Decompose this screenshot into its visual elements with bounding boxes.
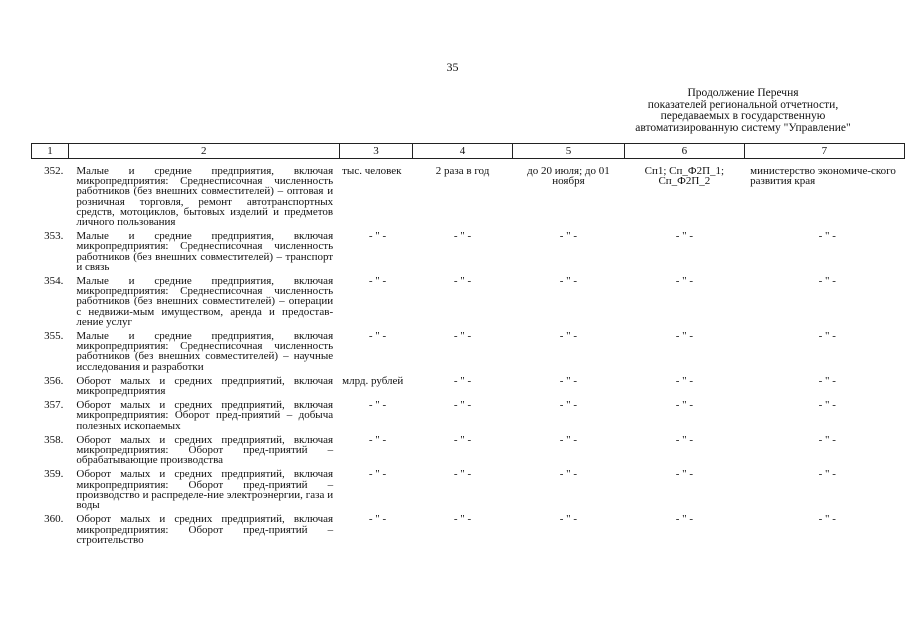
periodicity: - " - xyxy=(453,230,472,243)
report-form: - " - xyxy=(675,433,694,446)
report-form: - " - xyxy=(675,230,694,243)
responsible-body: - " - xyxy=(818,513,836,526)
deadline: до 20 июля; до 01 ноября xyxy=(527,165,610,188)
column-header: 2 xyxy=(68,144,339,159)
deadline: - " - xyxy=(559,374,578,387)
deadline: - " - xyxy=(559,275,578,288)
deadline: - " - xyxy=(559,433,578,446)
table-row xyxy=(32,469,905,514)
header-note-line: показателей региональной отчетности, xyxy=(647,98,839,111)
indicator-name: Оборот малых и средних предприятий, включая микропредприятия xyxy=(76,374,334,398)
responsible-body: - " - xyxy=(818,330,836,343)
page-number: 35 xyxy=(446,60,459,74)
periodicity: - " - xyxy=(453,275,472,288)
responsible-body: - " - xyxy=(818,399,836,412)
table-row xyxy=(32,231,905,276)
row-number: 357. xyxy=(44,399,64,412)
indicator-name: Малые и средние предприятия, включая микропредприятия: Среднесписочная численность работников (без внешних совместителей) – операции с недвижи-мым имуществом, аренда и предостав-ление услуг xyxy=(76,275,334,328)
report-form: - " - xyxy=(675,399,694,412)
periodicity: - " - xyxy=(453,433,472,446)
indicators-table xyxy=(31,143,905,549)
deadline: - " - xyxy=(559,330,578,343)
indicator-name: Малые и средние предприятия, включая микропредприятия: Среднесписочная численность работников (без внешних совместителей) – научные исследования и разработки xyxy=(76,330,334,373)
unit: - " - xyxy=(368,468,387,481)
table-row xyxy=(32,331,905,376)
unit: - " - xyxy=(368,230,387,243)
header-note-line: автоматизированную систему "Управление" xyxy=(635,121,851,134)
indicator-name: Оборот малых и средних предприятий, включая микропредприятия: Оборот пред-приятий – добыча полезных ископаемых xyxy=(76,399,334,432)
unit: - " - xyxy=(368,275,387,288)
column-header: 5 xyxy=(512,144,624,159)
indicator-name: Оборот малых и средних предприятий, включая микропредприятия: Оборот пред-приятий – строительство xyxy=(76,513,334,546)
deadline: - " - xyxy=(559,513,578,526)
periodicity: - " - xyxy=(453,513,472,526)
header-note xyxy=(623,88,863,134)
periodicity: 2 раза в год xyxy=(435,165,490,177)
periodicity: - " - xyxy=(453,399,472,412)
table-row xyxy=(32,435,905,470)
responsible-body: - " - xyxy=(818,374,836,387)
column-header: 7 xyxy=(744,144,904,159)
header-note-line: Продолжение Перечня xyxy=(687,87,799,99)
report-form: - " - xyxy=(675,468,694,481)
header-note-line: передаваемых в государственную xyxy=(660,110,826,122)
report-form: - " - xyxy=(675,513,694,526)
responsible-body: - " - xyxy=(818,433,836,446)
unit: - " - xyxy=(368,330,387,343)
unit: - " - xyxy=(368,399,387,412)
periodicity: - " - xyxy=(453,330,472,343)
table-row xyxy=(32,400,905,435)
table-row xyxy=(32,276,905,331)
table-row xyxy=(32,159,905,232)
column-number-row xyxy=(32,144,905,159)
column-header: 3 xyxy=(339,144,413,159)
responsible-body: - " - xyxy=(818,468,836,481)
column-header: 6 xyxy=(625,144,745,159)
unit: - " - xyxy=(368,433,387,446)
responsible-body: министерство экономиче-ского развития края xyxy=(750,165,896,188)
row-number: 355. xyxy=(44,330,64,343)
row-number: 360. xyxy=(44,513,64,526)
responsible-body: - " - xyxy=(818,275,836,288)
indicator-name: Оборот малых и средних предприятий, включая микропредприятия: Оборот пред-приятий – производство и распределе-ние электроэнергии, газа и воды xyxy=(76,468,334,512)
table-row xyxy=(32,514,905,549)
periodicity: - " - xyxy=(453,468,472,481)
row-number: 359. xyxy=(44,468,64,481)
column-header: 1 xyxy=(32,144,69,159)
report-form: - " - xyxy=(675,374,694,387)
row-number: 352. xyxy=(44,165,64,177)
row-number: 354. xyxy=(44,275,64,288)
indicator-name: Малые и средние предприятия, включая микропредприятия: Среднесписочная численность работников (без внешних совместителей) – транспорт и связь xyxy=(76,230,334,273)
responsible-body: - " - xyxy=(818,230,836,243)
table-row xyxy=(32,376,905,400)
unit: - " - xyxy=(368,513,387,526)
report-form: - " - xyxy=(675,275,694,288)
indicator-name: Оборот малых и средних предприятий, включая микропредприятия: Оборот пред-приятий – обрабатывающие производства xyxy=(76,433,334,467)
report-form: Сп1; Сп_Ф2П_1; Сп_Ф2П_2 xyxy=(644,165,725,188)
deadline: - " - xyxy=(559,230,578,243)
indicator-name: Малые и средние предприятия, включая микропредприятия: Среднесписочная численность работников (без внешних совместителей) – оптовая и розничная торговля, ремонт автотранспортных средств, мотоциклов, бытовых изделий и предметов личного пользования xyxy=(76,165,334,229)
row-number: 353. xyxy=(44,230,64,243)
report-form: - " - xyxy=(675,330,694,343)
row-number: 358. xyxy=(44,433,64,446)
unit: тыс. человек xyxy=(342,165,402,177)
column-header: 4 xyxy=(413,144,512,159)
unit: млрд. рублей xyxy=(342,374,404,387)
deadline: - " - xyxy=(559,399,578,412)
deadline: - " - xyxy=(559,468,578,481)
row-number: 356. xyxy=(44,374,64,387)
periodicity: - " - xyxy=(453,374,472,387)
